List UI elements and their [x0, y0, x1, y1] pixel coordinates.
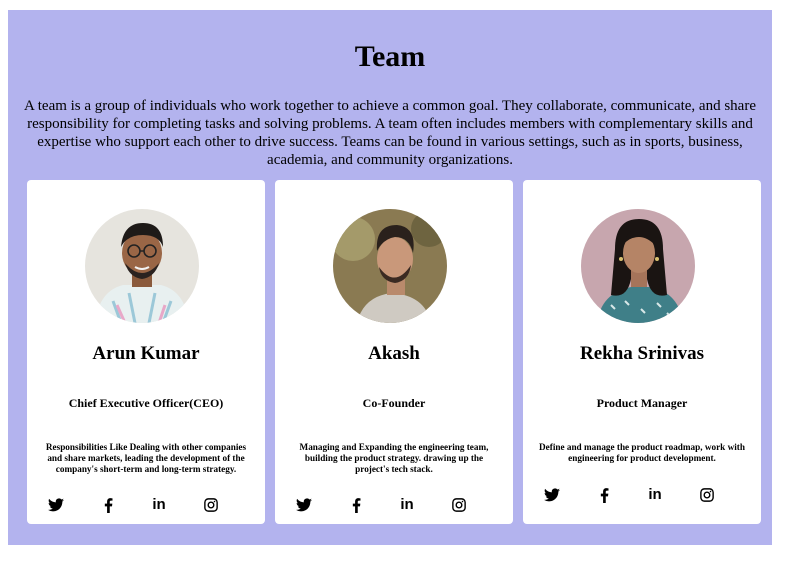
member-role: Product Manager — [596, 396, 688, 410]
linkedin-icon[interactable]: in — [400, 496, 414, 513]
team-intro: A team is a group of individuals who work together to achieve a common goal. They collaborate, communicate, and share responsibility for completing tasks and solving problems. A team often includes members with complementary skills and expertise who support each other to drive success. Teams can be found in various settings, such as in sports, business, academia, and community organizations. — [23, 98, 756, 168]
linkedin-icon[interactable]: in — [152, 496, 166, 513]
member-name: Akash — [368, 343, 420, 364]
member-description: Define and manage the product roadmap, work with engineering for product development. — [539, 442, 745, 463]
member-role: Chief Executive Officer(CEO) — [68, 396, 224, 410]
instagram-icon[interactable] — [698, 486, 716, 504]
member-name: Rekha Srinivas — [579, 343, 705, 364]
member-description: Responsibilities Like Dealing with other companies and share markets, leading the development of the company's short-term and long-term strategy. — [45, 442, 247, 474]
facebook-icon[interactable] — [347, 496, 365, 514]
avatar — [85, 209, 199, 323]
member-card-akash — [275, 180, 513, 524]
facebook-icon[interactable] — [595, 486, 613, 504]
team-section — [8, 10, 772, 545]
twitter-icon[interactable] — [543, 486, 561, 504]
social-links — [543, 486, 741, 504]
social-links — [47, 496, 245, 514]
facebook-icon[interactable] — [99, 496, 117, 514]
member-card-rekha-srinivas — [523, 180, 761, 524]
member-card-arun-kumar — [27, 180, 265, 524]
instagram-icon[interactable] — [202, 496, 220, 514]
member-description: Managing and Expanding the engineering team, building the product strategy. drawing up the project's tech stack. — [299, 442, 489, 474]
instagram-icon[interactable] — [450, 496, 468, 514]
member-role: Co-Founder — [362, 396, 426, 410]
avatar — [333, 209, 447, 323]
twitter-icon[interactable] — [47, 496, 65, 514]
page-title: Team — [354, 40, 426, 73]
member-name: Arun Kumar — [92, 343, 200, 364]
twitter-icon[interactable] — [295, 496, 313, 514]
linkedin-icon[interactable]: in — [648, 486, 662, 503]
social-links — [295, 496, 493, 514]
avatar — [581, 209, 695, 323]
